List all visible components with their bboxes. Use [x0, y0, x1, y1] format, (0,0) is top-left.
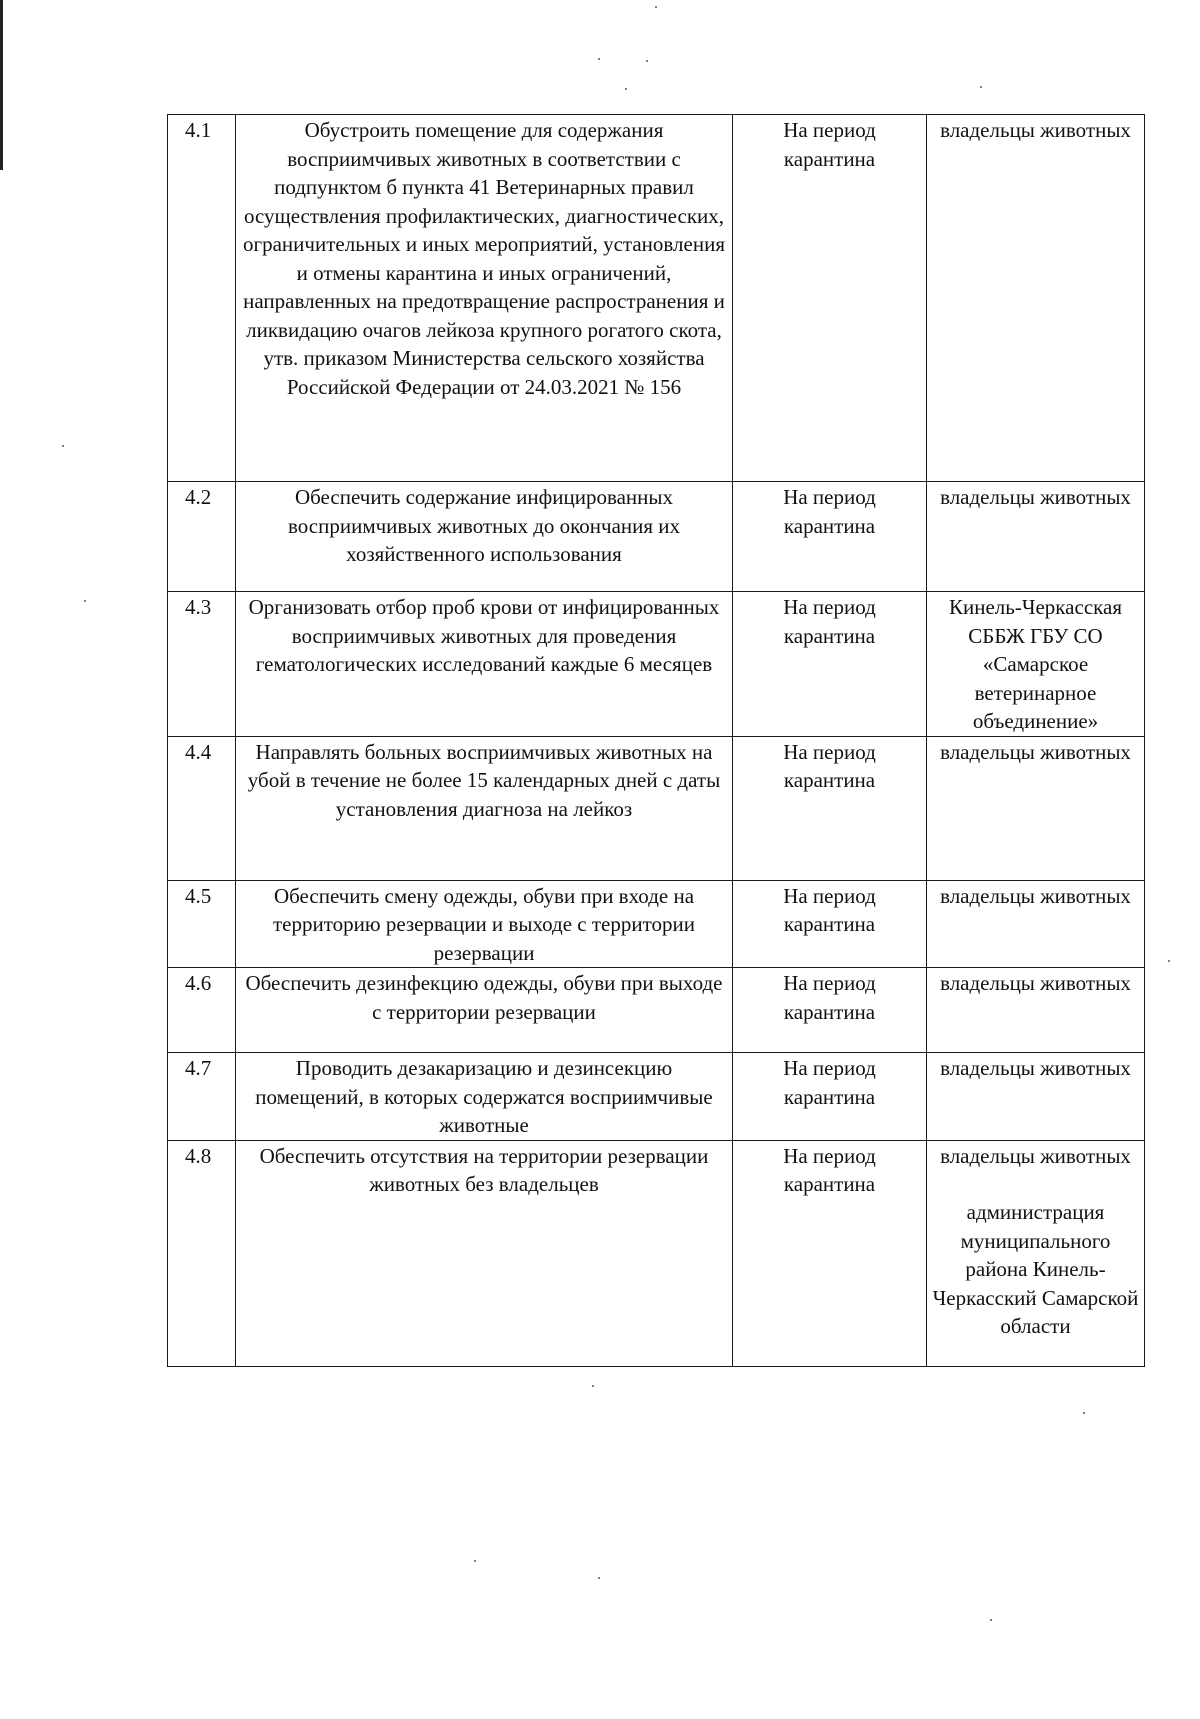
scan-edge-mark [0, 0, 3, 170]
responsible-cell [927, 1140, 1145, 1366]
measure-text: Обеспечить дезинфекцию одежды, обуви при выходе с территории резервации [236, 968, 733, 1053]
row-number: 4.5 [168, 880, 236, 968]
table-row [168, 1140, 1145, 1366]
table-row [168, 1053, 1145, 1141]
measure-text: Проводить дезакаризацию и дезинсекцию помещений, в которых содержатся восприимчивые животные [236, 1053, 733, 1141]
row-number: 4.2 [168, 482, 236, 592]
scan-speck [1168, 960, 1170, 962]
table-row [168, 482, 1145, 592]
term-text: На период карантина [733, 968, 927, 1053]
table-row [168, 880, 1145, 968]
row-number: 4.6 [168, 968, 236, 1053]
row-number: 4.8 [168, 1140, 236, 1366]
responsible-text: владельцы животных [927, 115, 1145, 482]
measure-text: Обеспечить отсутствия на территории резервации животных без владельцев [236, 1140, 733, 1366]
scan-speck [980, 86, 982, 88]
table-row [168, 592, 1145, 737]
responsible-text: владельцы животных [940, 1143, 1131, 1168]
term-text: На период карантина [733, 1053, 927, 1141]
term-text: На период карантина [733, 736, 927, 880]
scan-speck [474, 1560, 476, 1562]
measure-text: Обеспечить смену одежды, обуви при входе на территорию резервации и выходе с территории резервации [236, 880, 733, 968]
responsible-extra-text: администрация муниципального района Кинель-Черкасский Самарской области [932, 1200, 1139, 1338]
term-text: На период карантина [733, 115, 927, 482]
scan-speck [62, 445, 64, 447]
measure-text: Обустроить помещение для содержания восприимчивых животных в соответствии с подпунктом б пункта 41 Ветеринарных правил осуществления профилактических, диагностических, ограничительных и иных мероприятий, установления и отмены карантина и иных ограничений, направленных на предотвращение распространения и ликвидацию очагов лейкоза крупного рогатого скота, утв. приказом Министерства сельского хозяйства Российской Федерации от 24.03.2021 № 156 [236, 115, 733, 482]
scan-speck [1083, 1412, 1085, 1414]
responsible-text: владельцы животных [927, 736, 1145, 880]
term-text: На период карантина [733, 1140, 927, 1366]
table-row [168, 115, 1145, 482]
responsible-text: Кинель-Черкасская СББЖ ГБУ СО «Самарское ветеринарное объединение» [927, 592, 1145, 737]
row-number: 4.3 [168, 592, 236, 737]
table-row [168, 736, 1145, 880]
scan-speck [625, 88, 627, 90]
term-text: На период карантина [733, 880, 927, 968]
term-text: На период карантина [733, 482, 927, 592]
scan-speck [598, 1577, 600, 1579]
measure-text: Организовать отбор проб крови от инфицированных восприимчивых животных для проведения гематологических исследований каждые 6 месяцев [236, 592, 733, 737]
responsible-text: владельцы животных [927, 482, 1145, 592]
scan-speck [598, 58, 600, 60]
responsible-text: владельцы животных [927, 1053, 1145, 1141]
cell-spacer [931, 1170, 1140, 1198]
term-text: На период карантина [733, 592, 927, 737]
measures-table [167, 114, 1145, 1367]
scan-speck [646, 60, 648, 62]
measure-text: Направлять больных восприимчивых животных на убой в течение не более 15 календарных дней с даты установления диагноза на лейкоз [236, 736, 733, 880]
responsible-text: владельцы животных [927, 880, 1145, 968]
scan-speck [655, 6, 657, 8]
measure-text: Обеспечить содержание инфицированных восприимчивых животных до окончания их хозяйственного использования [236, 482, 733, 592]
row-number: 4.1 [168, 115, 236, 482]
scan-speck [84, 600, 86, 602]
scan-speck [990, 1619, 992, 1621]
table-row [168, 968, 1145, 1053]
responsible-text: владельцы животных [927, 968, 1145, 1053]
row-number: 4.7 [168, 1053, 236, 1141]
scan-speck [592, 1385, 594, 1387]
row-number: 4.4 [168, 736, 236, 880]
